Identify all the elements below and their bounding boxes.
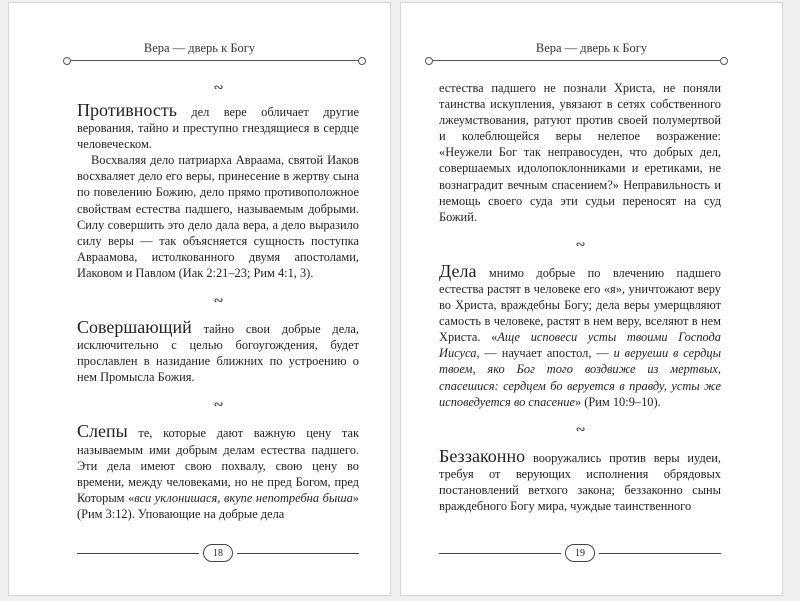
paragraph: [77, 102, 359, 152]
left-page: [8, 2, 391, 596]
lead-word: Совершающий: [77, 317, 192, 338]
lead-word: Слепы: [77, 421, 128, 442]
paragraph: [439, 260, 722, 410]
paragraph-text: те, которые дают важную цену так называемым ими добрым делам естества падшего. Эти дела имеют свою похвалу, свою цену во времени, между человеками, но не пред Богом, пред Которым «: [77, 426, 359, 505]
paragraph-text: тайно свои добрые дела, исключительно с целью богоугождения, будет прославлен в назидание ближних по устроению о нем Промысла Божия.: [77, 322, 359, 385]
paragraph-text: мнимо добрые по влечению падшего естества растят в человеке его «я», уничтожают веру во Христа, враждебны Богу; дела веры умерщвляют самость в человеке, растят в нем веру, вселяют в нем Христа. «: [439, 265, 721, 345]
ornament-icon: ∾: [213, 397, 223, 412]
scripture-quote: и веруеши в сердцы твоем, яко Бог того воздвиже из мертвых, спасешися: сердцем бо веруется в правду, усты же исповедуется во спасение: [439, 346, 722, 409]
paragraph-text: дел вере обличает другие верования, тайно и преступно гнездящиеся в сердце человеческом.: [77, 105, 359, 152]
ornament-icon: ∾: [213, 80, 223, 94]
ornament-icon: ∾: [575, 421, 585, 436]
paragraph-text: вооружались против веры иудеи, требуя от верующих исполнения обрядовых постановлений ветхого закона; беззаконно сыны враждебного Богу мира, чуждые таинственного: [439, 450, 721, 513]
lead-word: Дела: [439, 260, 477, 281]
header-rule: [433, 60, 720, 61]
running-head: Вера — дверь к Богу: [535, 41, 648, 55]
paragraph: [77, 319, 359, 385]
paragraph-text: » (Рим 3:12). Уповающие на добрые дела: [77, 490, 359, 521]
scripture-quote: вси уклонишася, вкупе непотребна быша: [134, 490, 353, 505]
lead-word: Противность: [77, 100, 177, 120]
paragraph: [439, 445, 721, 514]
page-number: 19: [565, 544, 595, 562]
header-rule: [71, 60, 358, 61]
paragraph: [77, 423, 359, 522]
paragraph: Восхваляя дело патриарха Авраама, святой Иаков восхваляет дело его веры, принесение в жертву сына по повелению Божию, дело прямо противоположное свойствам естества падшего, называемым добрыми. Силу совершить это дело дала вера, а дело выразило силу веры — так объясняется сущность поступка Авраамова, истолкованного двумя апостолами, Иаковом и Павлом (Иак 2:21–23; Рим 4:1, 3).: [77, 153, 359, 280]
page-number: 18: [203, 544, 233, 562]
scripture-quote: Аще исповеси усты твоими Господа Иисуса: [439, 330, 722, 361]
folio: [77, 543, 359, 563]
paragraph-text: » (Рим 10:9–10).: [574, 394, 661, 409]
ornament-icon: ∾: [213, 293, 223, 308]
right-text-block: [439, 80, 721, 514]
left-text-block: [77, 80, 359, 522]
folio: [439, 543, 721, 563]
paragraph-text: , — научает апостол, —: [476, 346, 614, 361]
lead-word: Беззаконно: [439, 445, 526, 466]
paragraph: естества падшего не познали Христа, не поняли таинства искупления, увязают в сетях собственного лжеумствования, ратуют против своей полумертвой и колеблющейся веры нелепое возражение: «Неужели Бог так неправосуден, что добрых дел, совершаемых идолопоклонниками и еретиками, не вознаградит вечным спасением?» Неправильность и немощь своего суда эти судьи переносят на суд Божий.: [439, 81, 721, 224]
running-head: Вера — дверь к Богу: [143, 41, 256, 55]
ornament-icon: ∾: [575, 236, 585, 251]
right-page: [400, 2, 783, 596]
